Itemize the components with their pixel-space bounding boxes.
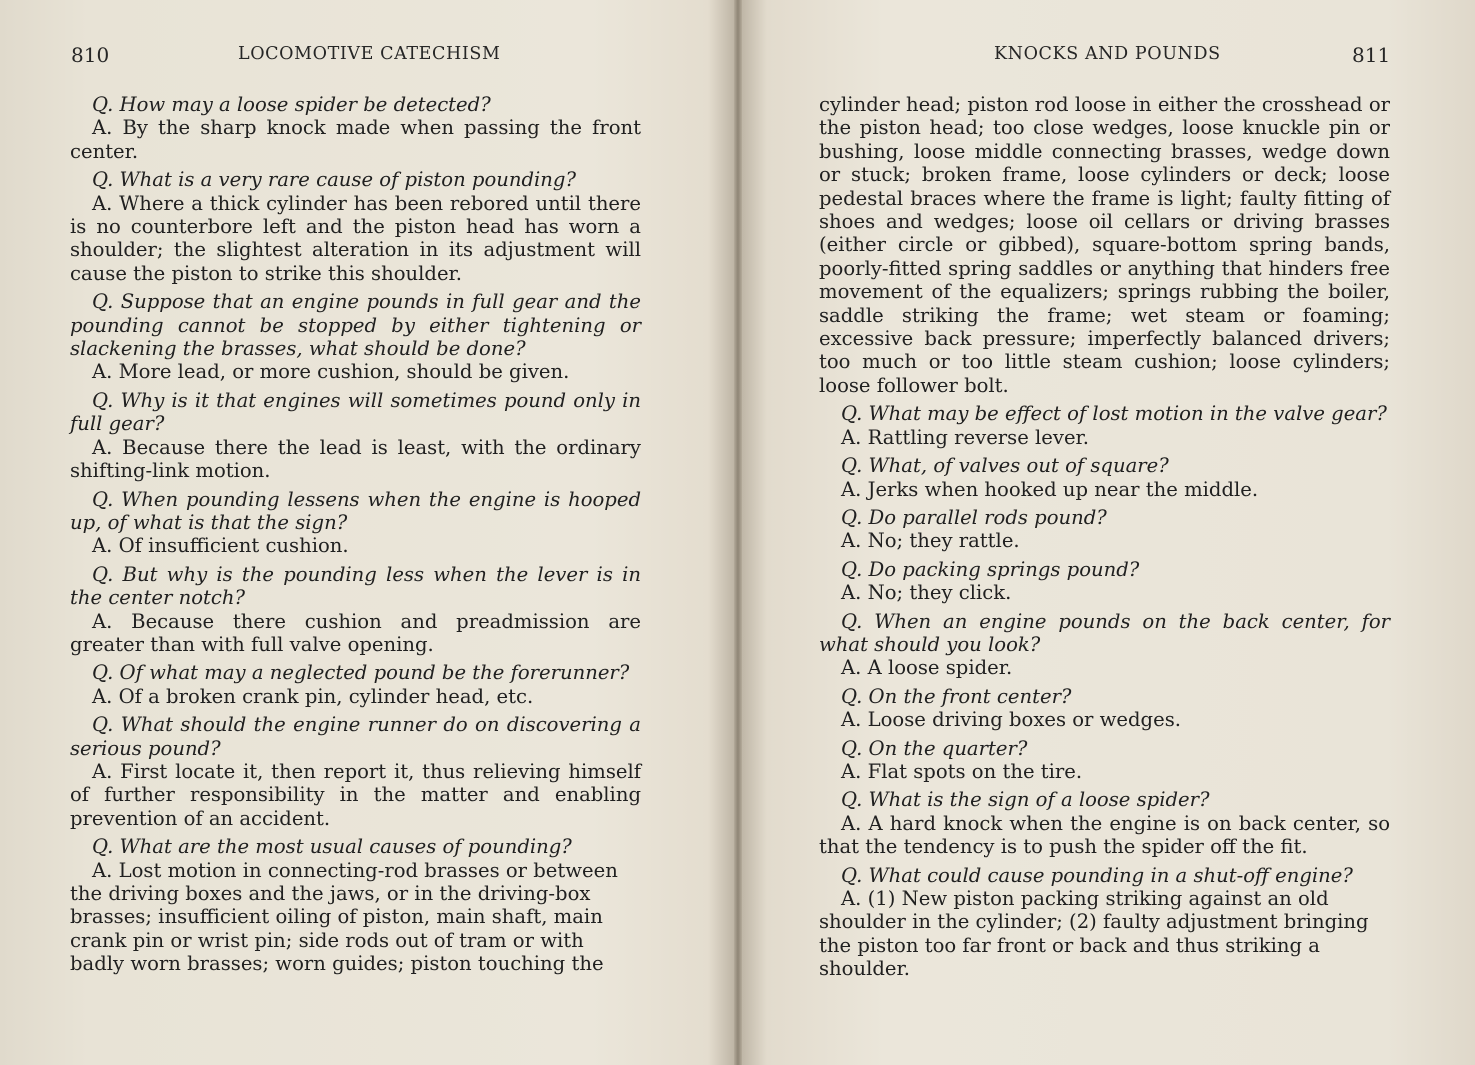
answer-paragraph: A. Of a broken crank pin, cylinder head, etc.: [92, 684, 534, 708]
answer-paragraph: A. Because there cushion and preadmission are greater than with full valve opening.: [70, 609, 641, 656]
answer-paragraph: A. No; they rattle.: [841, 529, 1020, 553]
question-paragraph: Q. On the quarter?: [841, 736, 1028, 760]
answer-paragraph: A. More lead, or more cushion, should be given.: [92, 360, 570, 384]
answer-paragraph: A. Lost motion in connecting-rod brasses or between the driving boxes and the jaws, or in the driving-box brasses; insufficient oiling of piston, main shaft, main crank pin or wrist pin; side rods out of tram or with badly worn brasses; worn guides; piston touching the: [70, 858, 618, 976]
answer-paragraph: A. (1) New piston packing striking against an old shoulder in the cylinder; (2) faulty adjustment bringing the piston too far front or back and thus striking a shoulder.: [819, 887, 1369, 981]
answer-paragraph: A. A hard knock when the engine is on back center, so that the tendency is to push the spider off the fit.: [819, 811, 1390, 859]
question-paragraph: Q. Do parallel rods pound?: [841, 505, 1107, 529]
continued-paragraph: cylinder head; piston rod loose in either the crosshead or the piston head; too close wedges, loose knuckle pin or bushing, loose middle connecting brasses, wedge down or stuck; broken frame, loose cylinders or deck; loose pedestal braces where the frame is light; faulty fitting of shoes and wedges; loose oil cellars or driving brasses (either circle or gibbed), square-bottom spring bands, poorly-fitted spring saddles or anything that hinders free movement of the equalizers; springs rubbing the boiler, saddle striking the frame; wet steam or foaming; excessive back pressure; imperfectly balanced drivers; too much or too little steam cushion; loose cylinders; loose follower bolt.: [819, 93, 1390, 397]
answer-paragraph: A. Of insufficient cushion.: [92, 534, 349, 558]
question-paragraph: Q. What are the most usual causes of pounding?: [92, 835, 572, 859]
right-page-number: 811: [1352, 43, 1391, 67]
question-paragraph: Q. But why is the pounding less when the lever is in the center notch?: [70, 562, 641, 610]
answer-paragraph: A. First locate it, then report it, thus relieving himself of further responsibility in the matter and enabling prevention of an accident.: [70, 759, 641, 830]
question-paragraph: Q. Why is it that engines will sometimes pound only in full gear?: [70, 388, 641, 436]
left-page-number: 810: [71, 43, 110, 67]
question-paragraph: Q. Do packing springs pound?: [841, 557, 1140, 581]
question-paragraph: Q. When pounding lessens when the engine is hooped up, of what is that the sign?: [70, 487, 641, 534]
right-page: [738, 0, 1475, 1065]
right-running-head: KNOCKS AND POUNDS: [994, 44, 1221, 64]
left-page-text: [70, 93, 641, 976]
answer-paragraph: A. Jerks when hooked up near the middle.: [841, 477, 1259, 501]
answer-paragraph: A. Where a thick cylinder has been rebored until there is no counterbore left and the piston head has worn a shoulder; the slightest alteration in its adjustment will cause the piston to strike this shoulder.: [70, 191, 641, 285]
question-paragraph: Q. What should the engine runner do on discovering a serious pound?: [70, 713, 641, 760]
left-running-head: LOCOMOTIVE CATECHISM: [238, 44, 501, 64]
answer-paragraph: A. Loose driving boxes or wedges.: [841, 708, 1181, 732]
question-paragraph: Q. Suppose that an engine pounds in full gear and the pounding cannot be stopped by either tightening or slackening the brasses, what should be done?: [70, 290, 641, 361]
right-page-text: [819, 93, 1390, 981]
answer-paragraph: A. A loose spider.: [841, 656, 1013, 680]
question-paragraph: Q. What could cause pounding in a shut-off engine?: [841, 863, 1353, 887]
question-paragraph: Q. Of what may a neglected pound be the forerunner?: [92, 661, 630, 685]
answer-paragraph: A. Because there the lead is least, with the ordinary shifting-link motion.: [70, 435, 641, 483]
answer-paragraph: A. No; they click.: [841, 581, 1012, 605]
answer-paragraph: A. Rattling reverse lever.: [841, 425, 1090, 449]
question-paragraph: Q. What is the sign of a loose spider?: [841, 788, 1210, 812]
answer-paragraph: A. Flat spots on the tire.: [841, 759, 1083, 783]
question-paragraph: Q. What is a very rare cause of piston pounding?: [92, 168, 576, 192]
question-paragraph: Q. What, of valves out of square?: [841, 454, 1169, 478]
question-paragraph: Q. When an engine pounds on the back center, for what should you look?: [819, 609, 1390, 656]
question-paragraph: Q. On the front center?: [841, 684, 1072, 708]
answer-paragraph: A. By the sharp knock made when passing the front center.: [70, 116, 641, 163]
left-page: [0, 0, 737, 1065]
question-paragraph: Q. What may be effect of lost motion in the valve gear?: [841, 402, 1387, 426]
question-paragraph: Q. How may a loose spider be detected?: [92, 93, 491, 116]
